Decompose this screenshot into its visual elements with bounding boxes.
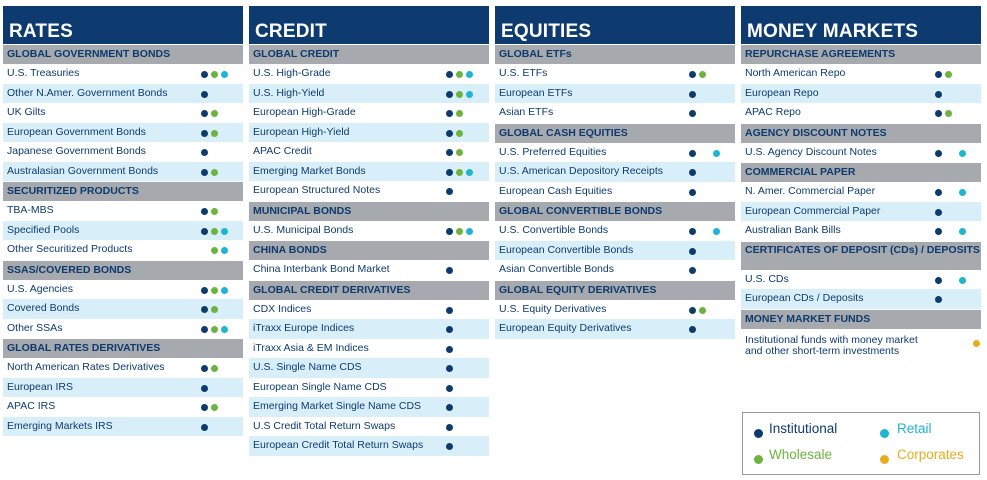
institutional-dot [935, 71, 942, 78]
retail-dot [959, 150, 966, 157]
institutional-dot [689, 307, 696, 314]
list-item [741, 182, 981, 202]
item-label: U.S. Preferred Equities [499, 145, 607, 158]
institutional-dot [689, 326, 696, 333]
item-label: European ETFs [499, 86, 573, 99]
section-header: MONEY MARKET FUNDS [741, 310, 981, 329]
legend-retail: Retail [897, 421, 932, 436]
institutional-dot [201, 228, 208, 235]
wholesale-dot [211, 247, 218, 254]
item-label: European Equity Derivatives [499, 322, 632, 334]
wholesale-dot [211, 287, 218, 294]
wholesale-dot [211, 326, 218, 333]
institutional-dot [201, 306, 208, 313]
item-label: U.S. High-Yield [253, 86, 325, 99]
institutional-dot [201, 424, 208, 431]
institutional-dot [446, 188, 453, 195]
list-item [741, 329, 981, 359]
institutional-dot [201, 130, 208, 137]
retail-dot [221, 247, 228, 254]
institutional-dot [935, 296, 942, 303]
institutional-dot [689, 91, 696, 98]
institutional-dot [935, 110, 942, 117]
section-header: GLOBAL CASH EQUITIES [495, 124, 735, 143]
item-label: Japanese Government Bonds [7, 145, 146, 157]
list-item [741, 84, 981, 104]
rates-column-title: RATES [3, 6, 243, 44]
list-item [3, 378, 243, 398]
list-item [249, 436, 489, 456]
institutional-dot [446, 149, 453, 156]
list-item [249, 142, 489, 162]
list-item [3, 64, 243, 84]
list-item [3, 162, 243, 182]
list-item [249, 64, 489, 84]
retail-dot [221, 326, 228, 333]
list-item [495, 260, 735, 280]
wholesale-dot [211, 208, 218, 215]
institutional-dot [446, 169, 453, 176]
list-item [495, 241, 735, 261]
item-label: iTraxx Asia & EM Indices [253, 341, 369, 354]
item-label: U.S. Equity Derivatives [499, 302, 607, 315]
wholesale-legend-dot [754, 455, 763, 464]
institutional-dot [201, 365, 208, 372]
item-label: European Credit Total Return Swaps [253, 439, 424, 451]
item-label: European Repo [745, 86, 819, 99]
retail-dot [466, 91, 473, 98]
item-label: Australasian Government Bonds [7, 164, 159, 177]
section-header: SSAS/COVERED BONDS [3, 261, 243, 280]
list-item [495, 221, 735, 241]
list-item [495, 143, 735, 163]
item-label: European High-Grade [253, 106, 356, 118]
institutional-dot [935, 150, 942, 157]
list-item [249, 339, 489, 359]
institutional-dot [446, 307, 453, 314]
list-item [3, 280, 243, 300]
item-label: European IRS [7, 380, 73, 393]
list-item [3, 319, 243, 339]
section-header: MUNICIPAL BONDS [249, 202, 489, 221]
wholesale-dot [456, 169, 463, 176]
list-item [741, 64, 981, 84]
item-label: APAC Credit [253, 145, 312, 157]
institutional-dot [201, 71, 208, 78]
wholesale-dot [211, 110, 218, 117]
item-label: European Convertible Bonds [499, 243, 634, 256]
institutional-dot [201, 404, 208, 411]
item-label: U.S Credit Total Return Swaps [253, 419, 396, 432]
item-label: Emerging Market Single Name CDS [253, 400, 422, 412]
item-label: Other Securitized Products [7, 243, 133, 255]
item-label: U.S. Agencies [7, 282, 73, 295]
wholesale-dot [211, 404, 218, 411]
corporates-legend-dot [880, 455, 889, 464]
column-money-markets [741, 6, 981, 359]
institutional-dot [201, 110, 208, 117]
item-label: CDX Indices [253, 302, 312, 315]
section-header: GLOBAL ETFs [495, 45, 735, 64]
legend-wholesale: Wholesale [769, 447, 833, 462]
corporates-dot [973, 340, 980, 347]
item-label: iTraxx Europe Indices [253, 322, 355, 334]
retail-dot [959, 189, 966, 196]
list-item [741, 143, 981, 163]
retail-dot [713, 228, 720, 235]
item-label: APAC IRS [7, 400, 56, 412]
institutional-dot [446, 228, 453, 235]
list-item [495, 319, 735, 339]
institutional-dot [446, 346, 453, 353]
section-header: CHINA BONDS [249, 241, 489, 260]
item-label: U.S. Treasuries [7, 67, 80, 79]
column-equities [495, 6, 735, 339]
item-label: U.S. Agency Discount Notes [745, 145, 877, 158]
list-item [3, 417, 243, 437]
item-label: Other N.Amer. Government Bonds [7, 86, 168, 99]
institutional-dot [201, 326, 208, 333]
list-item [3, 84, 243, 104]
institutional-dot [689, 228, 696, 235]
list-item [249, 181, 489, 201]
institutional-legend-dot [754, 429, 763, 438]
institutional-dot [201, 169, 208, 176]
list-item [249, 319, 489, 339]
institutional-dot [446, 71, 453, 78]
institutional-dot [201, 149, 208, 156]
institutional-dot [201, 287, 208, 294]
list-item [249, 221, 489, 241]
institutional-dot [689, 267, 696, 274]
list-item [3, 299, 243, 319]
section-header: GLOBAL CREDIT [249, 45, 489, 64]
section-header: GLOBAL GOVERNMENT BONDS [3, 45, 243, 64]
item-label: North American Repo [745, 67, 846, 79]
wholesale-dot [211, 306, 218, 313]
item-label: U.S. Municipal Bonds [253, 223, 354, 236]
retail-dot [959, 228, 966, 235]
wholesale-dot [945, 110, 952, 117]
item-label: Asian Convertible Bonds [499, 263, 614, 275]
wholesale-dot [211, 365, 218, 372]
retail-dot [221, 71, 228, 78]
retail-dot [221, 287, 228, 294]
list-item [741, 270, 981, 290]
list-item [249, 300, 489, 320]
list-item [495, 300, 735, 320]
list-item [3, 358, 243, 378]
wholesale-dot [211, 169, 218, 176]
institutional-dot [446, 424, 453, 431]
credit-column-title: CREDIT [249, 6, 489, 44]
section-header: GLOBAL EQUITY DERIVATIVES [495, 281, 735, 300]
retail-dot [466, 169, 473, 176]
wholesale-dot [456, 91, 463, 98]
item-label: Specified Pools [7, 223, 80, 236]
wholesale-dot [945, 71, 952, 78]
section-header: AGENCY DISCOUNT NOTES [741, 124, 981, 143]
retail-dot [713, 150, 720, 157]
institutional-dot [689, 189, 696, 196]
item-label: Emerging Markets IRS [7, 419, 113, 432]
institutional-dot [689, 110, 696, 117]
section-header: SECURITIZED PRODUCTS [3, 182, 243, 201]
section-header: GLOBAL CREDIT DERIVATIVES [249, 281, 489, 300]
legend-corporates: Corporates [897, 447, 964, 462]
list-item [249, 397, 489, 417]
list-item [741, 289, 981, 309]
institutional-dot [689, 71, 696, 78]
list-item [249, 417, 489, 437]
institutional-dot [446, 326, 453, 333]
item-label: European Cash Equities [499, 184, 613, 197]
institutional-dot [446, 91, 453, 98]
list-item [741, 103, 981, 123]
column-credit [249, 6, 489, 456]
retail-dot [221, 228, 228, 235]
item-label: European High-Yield [253, 125, 350, 138]
list-item [741, 221, 981, 241]
item-label: European Structured Notes [253, 184, 381, 196]
wholesale-dot [456, 149, 463, 156]
item-label: European CDs / Deposits [745, 292, 864, 304]
item-label: U.S. ETFs [499, 67, 548, 79]
item-label: European Single Name CDS [253, 380, 387, 393]
item-label: U.S. Convertible Bonds [499, 224, 609, 236]
institutional-dot [446, 385, 453, 392]
item-label: Emerging Market Bonds [253, 164, 366, 177]
list-item [249, 84, 489, 104]
list-item [495, 84, 735, 104]
wholesale-dot [456, 228, 463, 235]
list-item [249, 162, 489, 182]
item-label: TBA-MBS [7, 204, 54, 216]
institutional-dot [446, 110, 453, 117]
money-markets-column-title: MONEY MARKETS [741, 6, 981, 44]
column-rates [3, 6, 243, 436]
equities-column-title: EQUITIES [495, 6, 735, 44]
list-item [249, 378, 489, 398]
section-header: CERTIFICATES OF DEPOSIT (CDs) / DEPOSITS [741, 242, 981, 270]
list-item [495, 162, 735, 182]
institutional-dot [935, 277, 942, 284]
institutional-dot [935, 228, 942, 235]
institutional-dot [201, 385, 208, 392]
section-header: COMMERCIAL PAPER [741, 163, 981, 182]
item-label: U.S. American Depository Receipts [499, 165, 663, 177]
list-item [249, 260, 489, 280]
institutional-dot [689, 169, 696, 176]
wholesale-dot [211, 71, 218, 78]
item-label: APAC Repo [745, 106, 801, 118]
list-item [249, 358, 489, 378]
institutional-dot [446, 130, 453, 137]
item-label: U.S. Single Name CDS [253, 361, 362, 373]
item-label: Australian Bank Bills [745, 224, 841, 236]
institutional-dot [446, 267, 453, 274]
section-header: GLOBAL CONVERTIBLE BONDS [495, 202, 735, 221]
wholesale-dot [699, 307, 706, 314]
list-item [3, 103, 243, 123]
item-label: Asian ETFs [499, 106, 554, 118]
item-label: U.S. High-Grade [253, 67, 331, 79]
institutional-dot [446, 365, 453, 372]
institutional-dot [935, 209, 942, 216]
institutional-dot [446, 443, 453, 450]
list-item [3, 397, 243, 417]
wholesale-dot [211, 228, 218, 235]
item-label: N. Amer. Commercial Paper [745, 185, 876, 197]
item-label: Other SSAs [7, 321, 63, 334]
item-label: UK Gilts [7, 106, 46, 118]
list-item [3, 142, 243, 162]
retail-dot [959, 277, 966, 284]
item-label: China Interbank Bond Market [253, 263, 390, 275]
institutional-dot [689, 248, 696, 255]
section-header: GLOBAL RATES DERIVATIVES [3, 339, 243, 358]
list-item [495, 103, 735, 123]
legend-institutional: Institutional [769, 421, 838, 436]
retail-dot [466, 71, 473, 78]
item-label: European Commercial Paper [745, 204, 881, 217]
institutional-dot [446, 404, 453, 411]
item-label: Institutional funds with money market and other short-term investments [745, 333, 918, 357]
list-item [495, 182, 735, 202]
institutional-dot [201, 208, 208, 215]
list-item [3, 123, 243, 143]
wholesale-dot [211, 130, 218, 137]
institutional-dot [201, 91, 208, 98]
wholesale-dot [699, 71, 706, 78]
list-item [3, 240, 243, 260]
wholesale-dot [456, 130, 463, 137]
item-label: North American Rates Derivatives [7, 361, 165, 373]
retail-dot [466, 228, 473, 235]
institutional-dot [935, 91, 942, 98]
list-item [249, 103, 489, 123]
institutional-dot [689, 150, 696, 157]
item-label: U.S. CDs [745, 272, 789, 285]
legend [742, 412, 980, 475]
item-label: European Government Bonds [7, 125, 146, 138]
section-header: REPURCHASE AGREEMENTS [741, 45, 981, 64]
list-item [3, 221, 243, 241]
wholesale-dot [456, 71, 463, 78]
list-item [495, 64, 735, 84]
retail-legend-dot [880, 429, 889, 438]
wholesale-dot [456, 110, 463, 117]
list-item [3, 201, 243, 221]
list-item [741, 202, 981, 222]
list-item [249, 123, 489, 143]
item-label: Covered Bonds [7, 302, 80, 314]
institutional-dot [935, 189, 942, 196]
